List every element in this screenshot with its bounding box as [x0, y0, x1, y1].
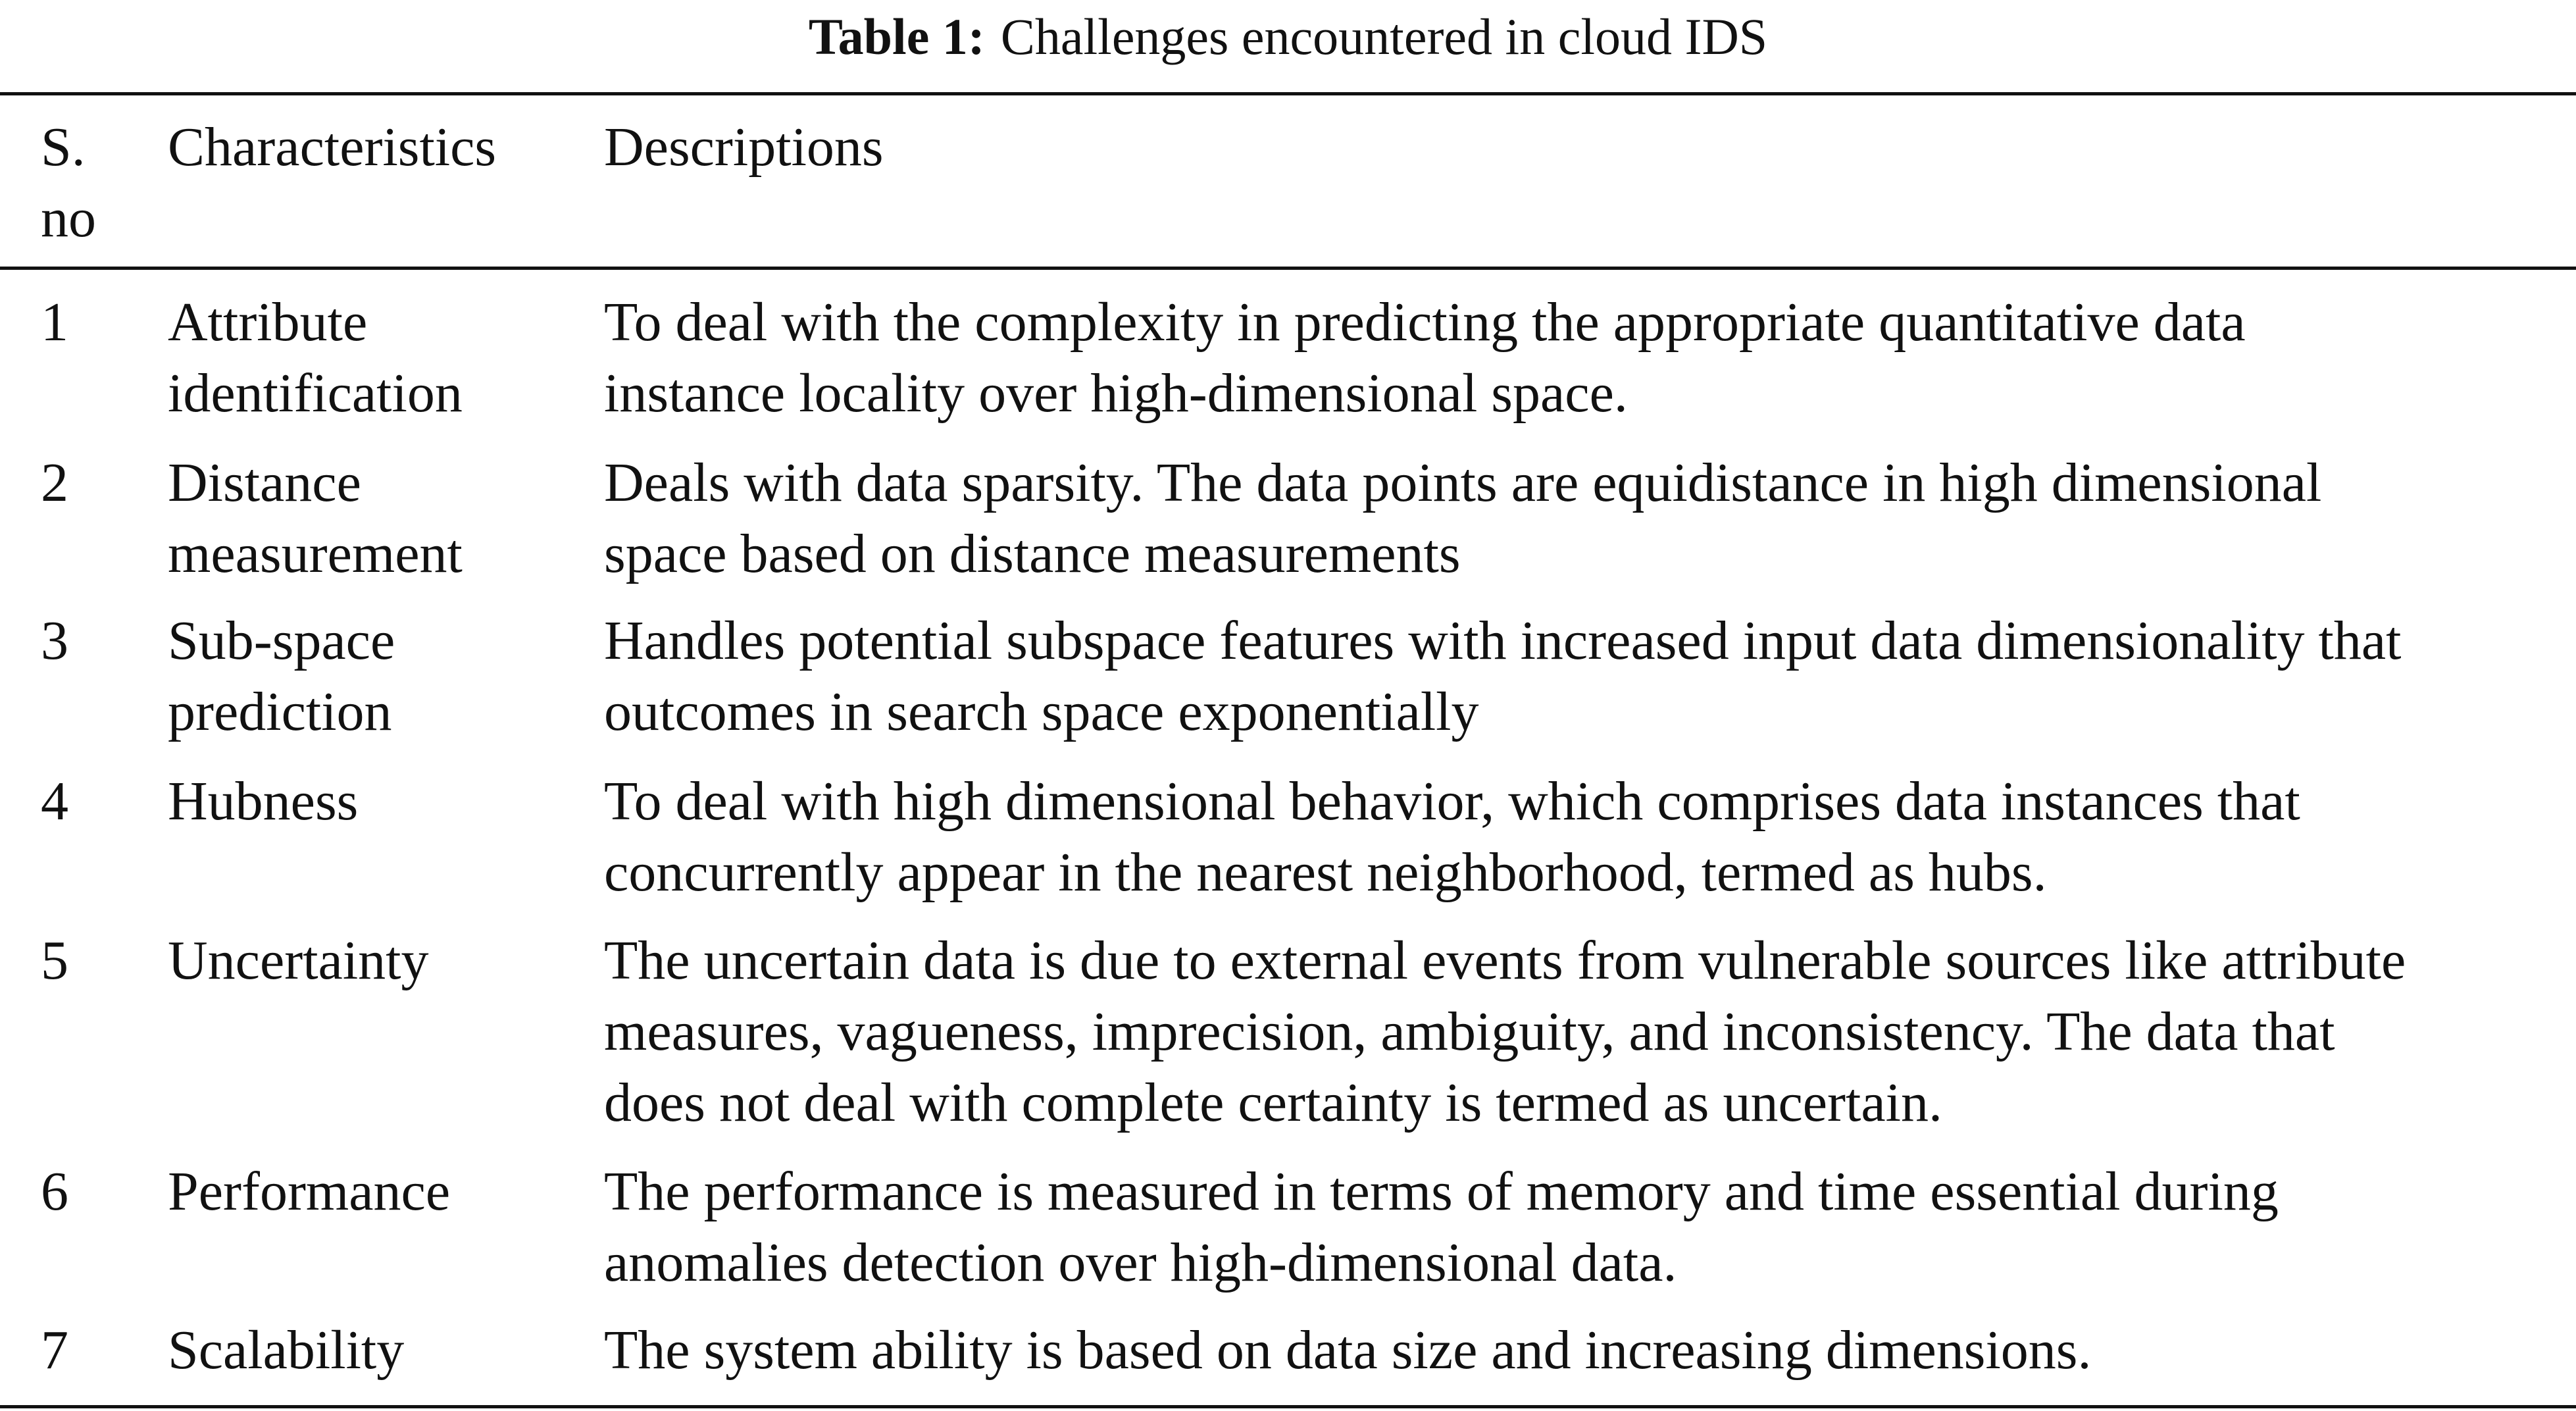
table-caption-text: Challenges encountered in cloud IDS — [1000, 8, 1768, 65]
table-caption — [0, 5, 2576, 68]
table-row-1-characteristic — [168, 287, 589, 429]
header-characteristics — [168, 112, 589, 183]
table-row-5-characteristic — [168, 925, 589, 996]
table-row-1-sno — [41, 287, 146, 358]
row-characteristic-line: Distance — [168, 452, 361, 513]
row-sno: 1 — [41, 292, 68, 353]
header-sno — [41, 112, 146, 254]
row-characteristic-line: Hubness — [168, 771, 359, 832]
row-characteristic-line: Attribute — [168, 292, 368, 353]
row-sno: 4 — [41, 771, 68, 832]
table-top-rule — [0, 92, 2576, 95]
table-row-7-sno — [41, 1315, 146, 1386]
table-row-7-description — [604, 1315, 2571, 1386]
row-description-line: does not deal with complete certainty is termed as uncertain. — [604, 1072, 1942, 1133]
table-row-4-characteristic — [168, 766, 589, 837]
header-sno-line: no — [41, 188, 96, 249]
row-description-line: The performance is measured in terms of memory and time essential during — [604, 1161, 2279, 1222]
table-row-5-sno — [41, 925, 146, 996]
table-row-4-sno — [41, 766, 146, 837]
row-characteristic-line: identification — [168, 363, 463, 424]
header-characteristics-line: Characteristics — [168, 116, 497, 178]
header-descriptions — [604, 112, 2571, 183]
table-row-3-description — [604, 605, 2571, 748]
table-row-5-description — [604, 925, 2571, 1139]
table-row-2-characteristic — [168, 448, 589, 590]
table-row-6-characteristic — [168, 1156, 589, 1227]
row-description-line: Handles potential subspace features with increased input data dimensionality that — [604, 610, 2402, 671]
row-characteristic-line: Scalability — [168, 1320, 405, 1381]
row-characteristic-line: measurement — [168, 523, 463, 584]
row-characteristic-line: Sub-space — [168, 610, 395, 671]
header-descriptions-line: Descriptions — [604, 116, 884, 178]
row-sno: 2 — [41, 452, 68, 513]
table-row-3-sno — [41, 605, 146, 677]
row-description-line: instance locality over high-dimensional space. — [604, 363, 1628, 424]
table-caption-label: Table 1: — [808, 8, 985, 65]
row-sno: 7 — [41, 1320, 68, 1381]
table-row-4-description — [604, 766, 2571, 908]
table-bottom-rule — [0, 1405, 2576, 1408]
table-header-rule — [0, 267, 2576, 270]
row-description-line: anomalies detection over high-dimensional data. — [604, 1232, 1677, 1293]
table-row-6-description — [604, 1156, 2571, 1298]
row-sno: 6 — [41, 1161, 68, 1222]
row-description-line: To deal with high dimensional behavior, which comprises data instances that — [604, 771, 2300, 832]
row-characteristic-line: prediction — [168, 681, 392, 742]
row-sno: 3 — [41, 610, 68, 671]
row-characteristic-line: Uncertainty — [168, 930, 429, 991]
row-description-line: concurrently appear in the nearest neighborhood, termed as hubs. — [604, 842, 2047, 903]
table-row-2-description — [604, 448, 2571, 590]
table-row-1-description — [604, 287, 2571, 429]
table-row-7-characteristic — [168, 1315, 589, 1386]
row-description-line: outcomes in search space exponentially — [604, 681, 1479, 742]
row-description-line: space based on distance measurements — [604, 523, 1461, 584]
row-description-line: The uncertain data is due to external events from vulnerable sources like attribute — [604, 930, 2406, 991]
table-row-2-sno — [41, 448, 146, 519]
row-description-line: measures, vagueness, imprecision, ambiguity, and inconsistency. The data that — [604, 1001, 2335, 1062]
row-description-line: To deal with the complexity in predicting the appropriate quantitative data — [604, 292, 2246, 353]
table-row-3-characteristic — [168, 605, 589, 748]
header-sno-line: S. — [41, 116, 86, 178]
row-description-line: Deals with data sparsity. The data points are equidistance in high dimensional — [604, 452, 2322, 513]
row-description-line: The system ability is based on data size and increasing dimensions. — [604, 1320, 2092, 1381]
row-sno: 5 — [41, 930, 68, 991]
table-row-6-sno — [41, 1156, 146, 1227]
row-characteristic-line: Performance — [168, 1161, 451, 1222]
